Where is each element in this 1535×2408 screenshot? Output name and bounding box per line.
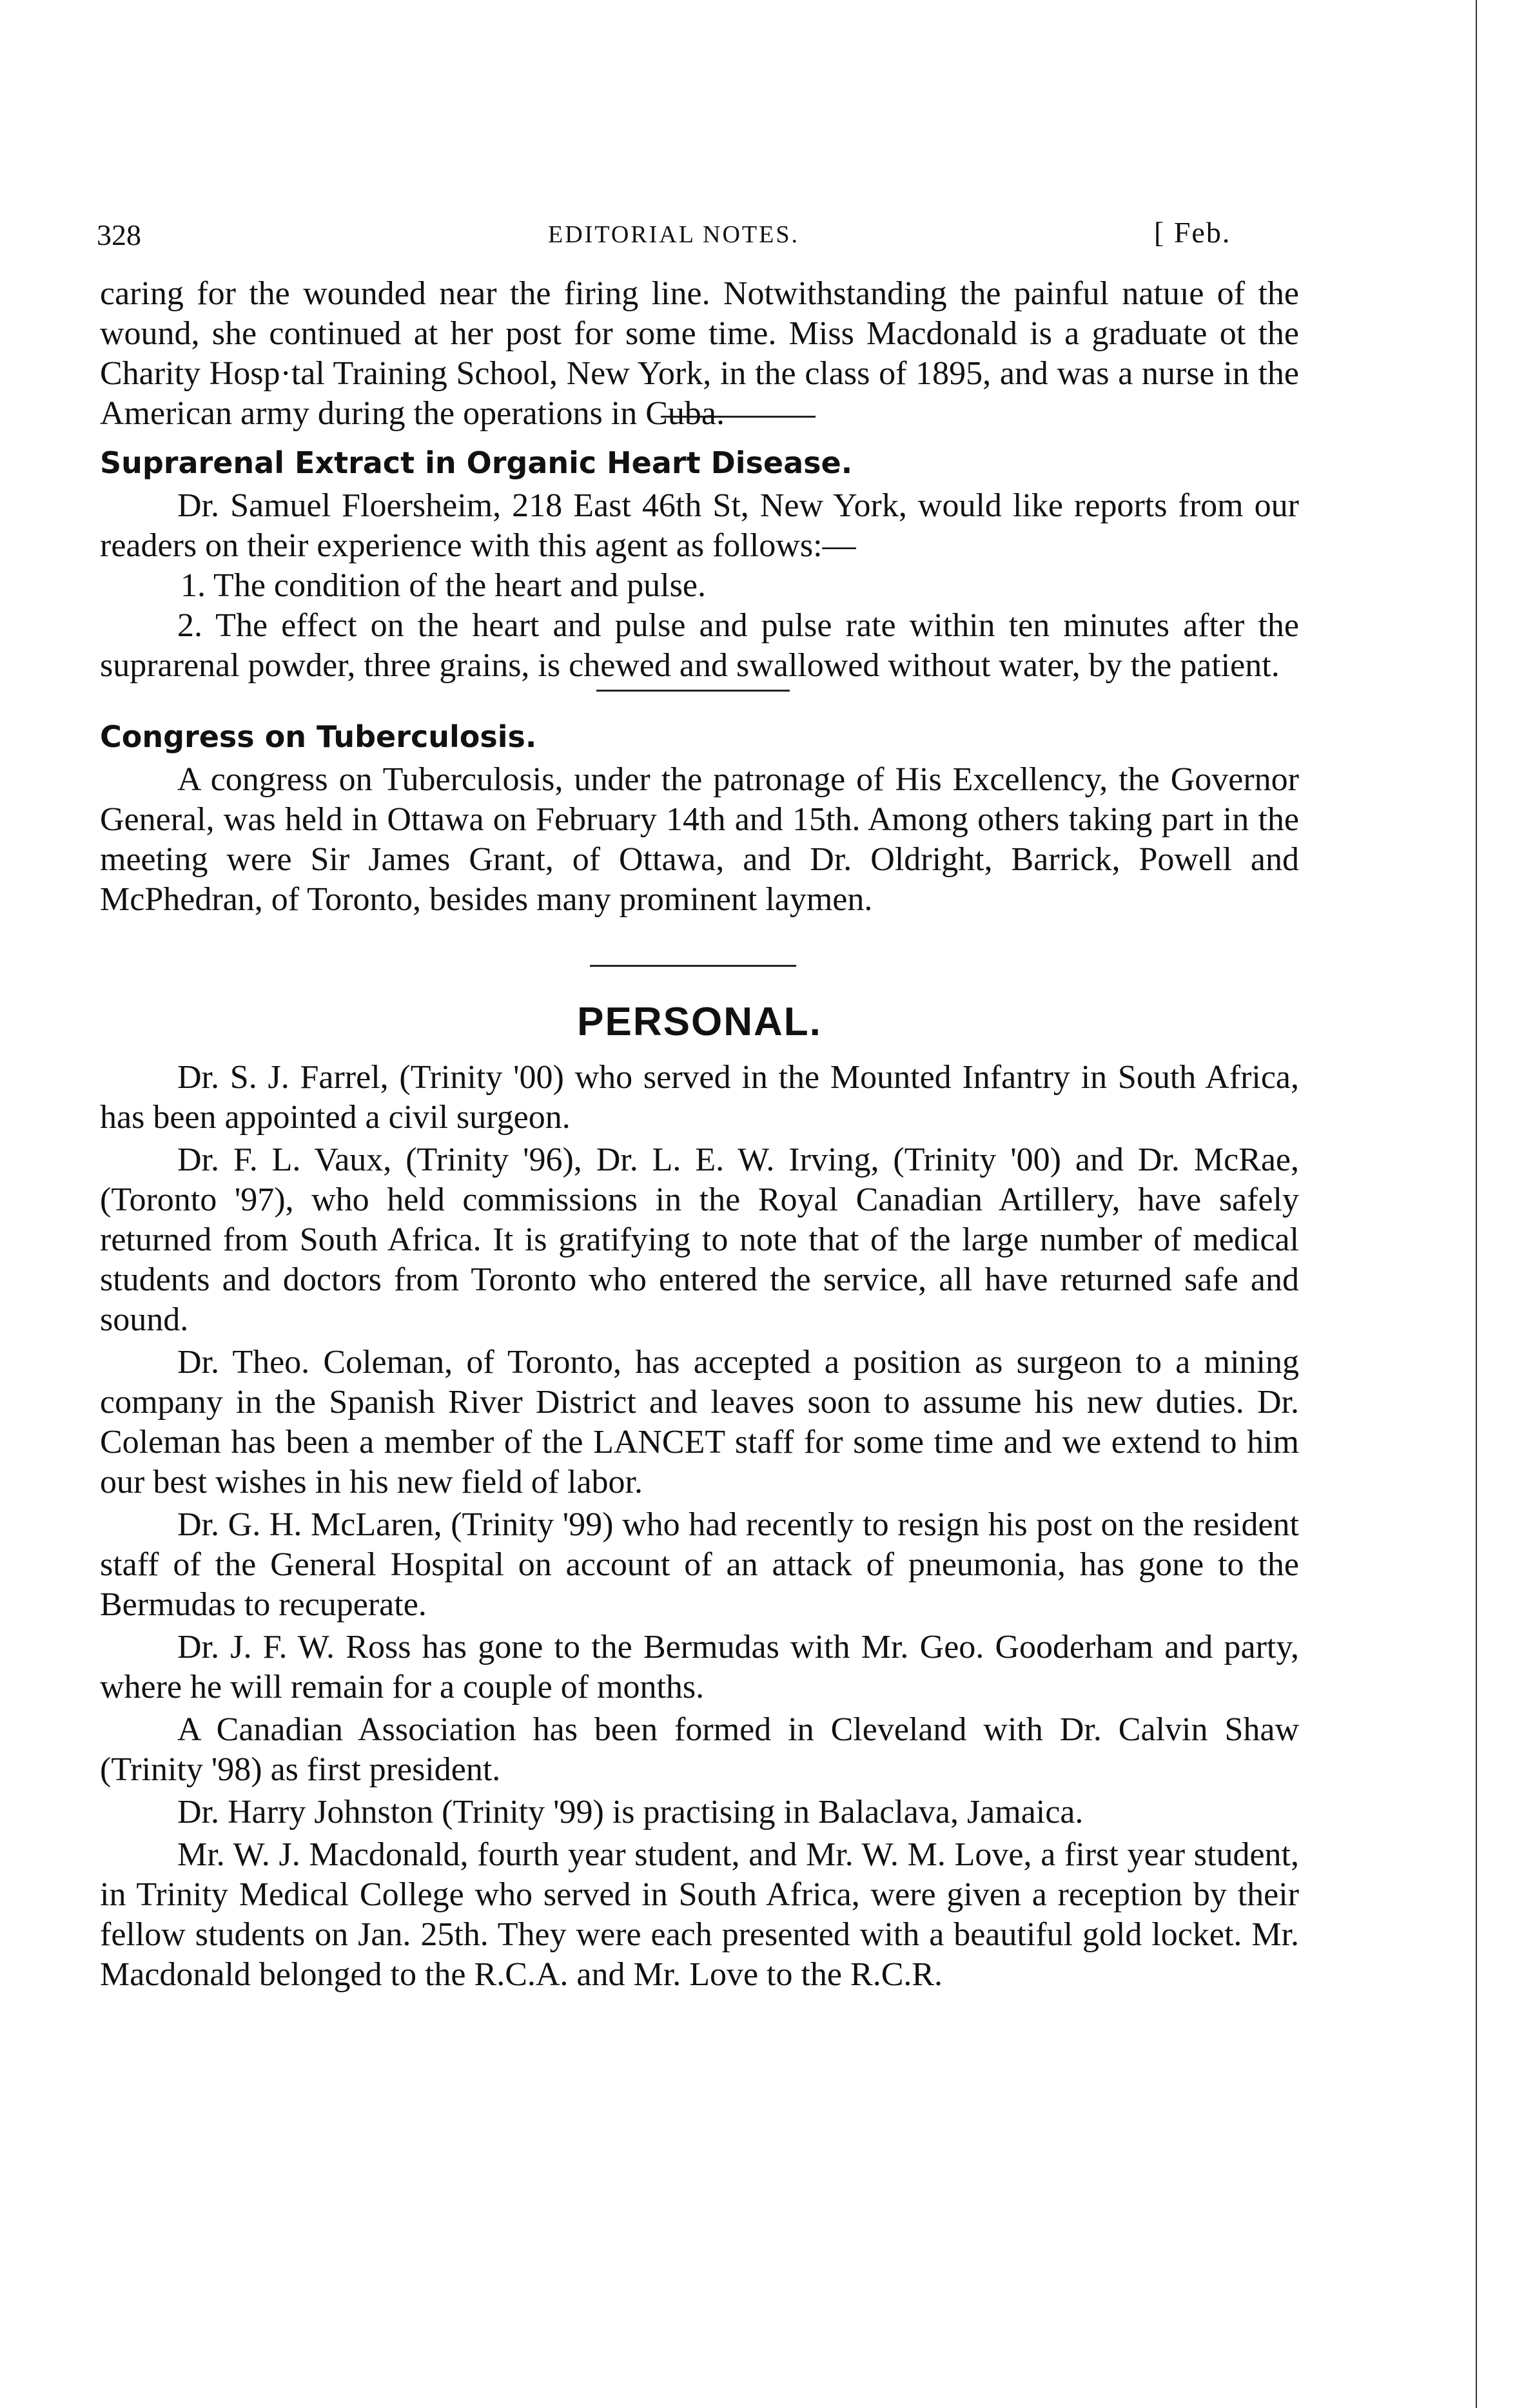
running-head xyxy=(97,213,1257,258)
running-title: EDITORIAL NOTES. xyxy=(548,221,799,248)
running-month: [ Feb. xyxy=(1154,216,1231,249)
congress-body: A congress on Tuberculosis, under the patronage of His Excellency, the Governor General, was held in Ottawa on February 14th and 15th. Among others taking part in the meeting were Sir James Grant, of Ottawa, and Dr. Oldright, Barrick, Powell and McPhedran, of Toronto, besides many prominent laymen. xyxy=(100,761,1299,918)
personal-paragraph: Dr. F. L. Vaux, (Trinity '96), Dr. L. E. W. Irving, (Trinity '00) and Dr. McRae, (Toronto '97), who held commissions in the Royal Canadian Artillery, have safely returned from South Africa. It is gratifying to note that of the large number of medical students and doctors from Toronto who entered the service, all have returned safe and sound. xyxy=(100,1141,1299,1338)
personal-paragraph: Dr. G. H. McLaren, (Trinity '99) who had recently to resign his post on the resident staff of the General Hospital on account of an attack of pneumonia, has gone to the Bermudas to recuperate. xyxy=(100,1506,1299,1623)
personal-section xyxy=(100,1058,1299,1995)
suprarenal-heading: Suprarenal Extract in Organic Heart Disease. xyxy=(100,445,853,480)
congress-heading: Congress on Tuberculosis. xyxy=(100,719,537,754)
suprarenal-item-1: 1. The condition of the heart and pulse. xyxy=(181,567,706,604)
personal-paragraph: Dr. Harry Johnston (Trinity '99) is practising in Balaclava, Jamaica. xyxy=(177,1794,1084,1830)
page-number: 328 xyxy=(97,218,141,251)
opening-paragraph: caring for the wounded near the firing line. Notwithstanding the painful natuıe of the wound, she continued at her post for some time. Miss Macdonald is a graduate ot the Charity Hosp·tal Training School, New York, in the class of 1895, and was a nurse in the American army during the operations in Cuba. xyxy=(100,275,1299,432)
personal-paragraph: Dr. Theo. Coleman, of Toronto, has accepted a position as surgeon to a mining company in the Spanish River District and leaves soon to assume his new duties. Dr. Coleman has been a member of the LANCET staff for some time and we extend to him our best wishes in his new field of labor. xyxy=(100,1344,1299,1500)
personal-paragraph: Dr. J. F. W. Ross has gone to the Bermudas with Mr. Geo. Gooderham and party, where he will remain for a couple of months. xyxy=(100,1629,1299,1705)
page-edge-line xyxy=(1476,0,1477,2408)
suprarenal-intro: Dr. Samuel Floersheim, 218 East 46th St, New York, would like reports from our readers on their experience with this agent as follows:— xyxy=(100,487,1299,564)
personal-paragraph: Dr. S. J. Farrel, (Trinity '00) who served in the Mounted Infantry in South Africa, has been appointed a civil surgeon. xyxy=(100,1059,1299,1136)
personal-paragraph: Mr. W. J. Macdonald, fourth year student, and Mr. W. M. Love, a first year student, in Trinity Medical College who served in South Africa, were given a reception by their fellow students on Jan. 25th. They were each presented with a beautiful gold locket. Mr. Macdonald belonged to the R.C.A. and Mr. Love to the R.C.R. xyxy=(100,1836,1299,1993)
personal-paragraph: A Canadian Association has been formed in Cleveland with Dr. Calvin Shaw (Trinity '98) as first president. xyxy=(100,1711,1299,1788)
personal-title: PERSONAL. xyxy=(577,1000,822,1044)
suprarenal-item-2: 2. The effect on the heart and pulse and pulse rate within ten minutes after the suprarenal powder, three grains, is chewed and swallowed without water, by the patient. xyxy=(100,607,1299,684)
section-divider xyxy=(590,965,796,967)
article-body xyxy=(100,274,1299,1997)
section-divider xyxy=(596,690,790,692)
